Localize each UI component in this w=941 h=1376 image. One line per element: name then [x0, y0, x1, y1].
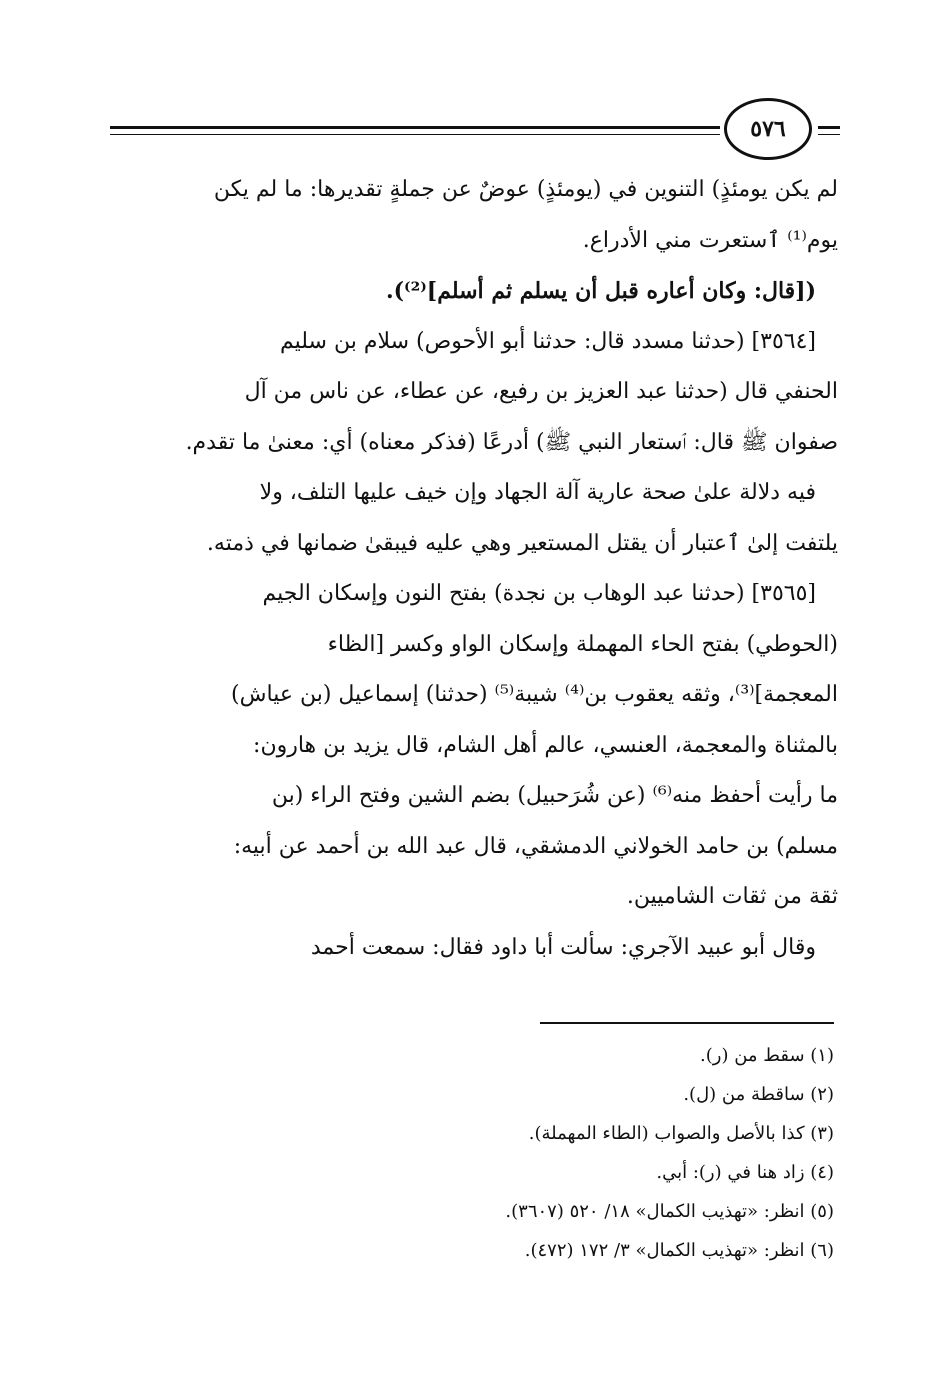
footnote-separator [540, 1022, 834, 1024]
header-rule [110, 126, 720, 129]
text-line: مسلم) بن حامد الخولاني الدمشقي، قال عبد الله بن أحمد عن أبيه: [233, 833, 838, 859]
footnote: (١) سقط من (ر). [700, 1045, 834, 1066]
footnote: (٦) انظر: «تهذيب الكمال» ٣/ ١٧٢ (٤٧٢). [524, 1240, 834, 1261]
footnote: (٢) ساقطة من (ل). [683, 1084, 834, 1105]
text-line: الحنفي قال (حدثنا عبد العزيز بن رفيع، عن عطاء، عن ناس من آل [244, 379, 838, 404]
text-line: بالمثناة والمعجمة، العنسي، عالم أهل الشام، قال يزيد بن هارون: [253, 732, 838, 758]
footnote: (٤) زاد هنا في (ر): أبي. [656, 1162, 834, 1183]
page-header [110, 96, 840, 156]
page-number: ٥٧٦ [724, 98, 812, 160]
text-line: وقال أبو عبيد الآجري: سألت أبا داود فقال: سمعت أحمد [310, 934, 816, 960]
text-line: [٣٥٦٥] (حدثنا عبد الوهاب بن نجدة) بفتح النون وإسكان الجيم [262, 581, 816, 606]
text-line: يلتفت إلىٰ ٱعتبار أن يقتل المستعير وهي عليه فيبقىٰ ضمانها في ذمته. [206, 530, 838, 556]
text-line: ما رأيت أحفظ منه⁽⁶⁾ (عن شُرَحبيل) بضم الشين وفتح الراء (بن [271, 783, 838, 808]
text-line: فيه دلالة علىٰ صحة عارية آلة الجهاد وإن خيف عليها التلف، ولا [259, 480, 816, 505]
text-line: صفوان ﷺ قال: ٱستعار النبي ﷺ) أدرعًا (فذكر معناه) أي: معنىٰ ما تقدم. [185, 429, 838, 455]
header-rule-right-thin [818, 134, 840, 135]
text-line: لم يكن يومئذٍ) التنوين في (يومئذٍ) عوضٌ عن جملةٍ تقديرها: ما لم يكن [213, 177, 838, 202]
text-line: المعجمة]⁽³⁾، وثقه يعقوب بن⁽⁴⁾ شيبة⁽⁵⁾ (حدثنا) إسماعيل (بن عياش) [231, 682, 838, 707]
footnote: (٣) كذا بالأصل والصواب (الطاء المهملة). [528, 1123, 834, 1144]
footnote: (٥) انظر: «تهذيب الكمال» ١٨/ ٥٢٠ (٣٦٠٧). [505, 1201, 834, 1222]
text-line: [٣٥٦٤] (حدثنا مسدد قال: حدثنا أبو الأحوص) سلام بن سليم [279, 328, 816, 354]
main-text [112, 165, 838, 973]
text-line: يوم⁽¹⁾ ٱستعرت مني الأدراع. [582, 227, 838, 253]
text-line: ثقة من ثقات الشاميين. [626, 884, 838, 909]
footnotes [300, 1036, 834, 1270]
header-rule-thin [110, 134, 720, 135]
text-line: ([قال: وكان أعاره قبل أن يسلم ثم أسلم]⁽²⁾). [385, 278, 816, 304]
text-line: (الحوطي) بفتح الحاء المهملة وإسكان الواو وكسر [الظاء [327, 631, 838, 657]
header-rule-right [818, 126, 840, 129]
